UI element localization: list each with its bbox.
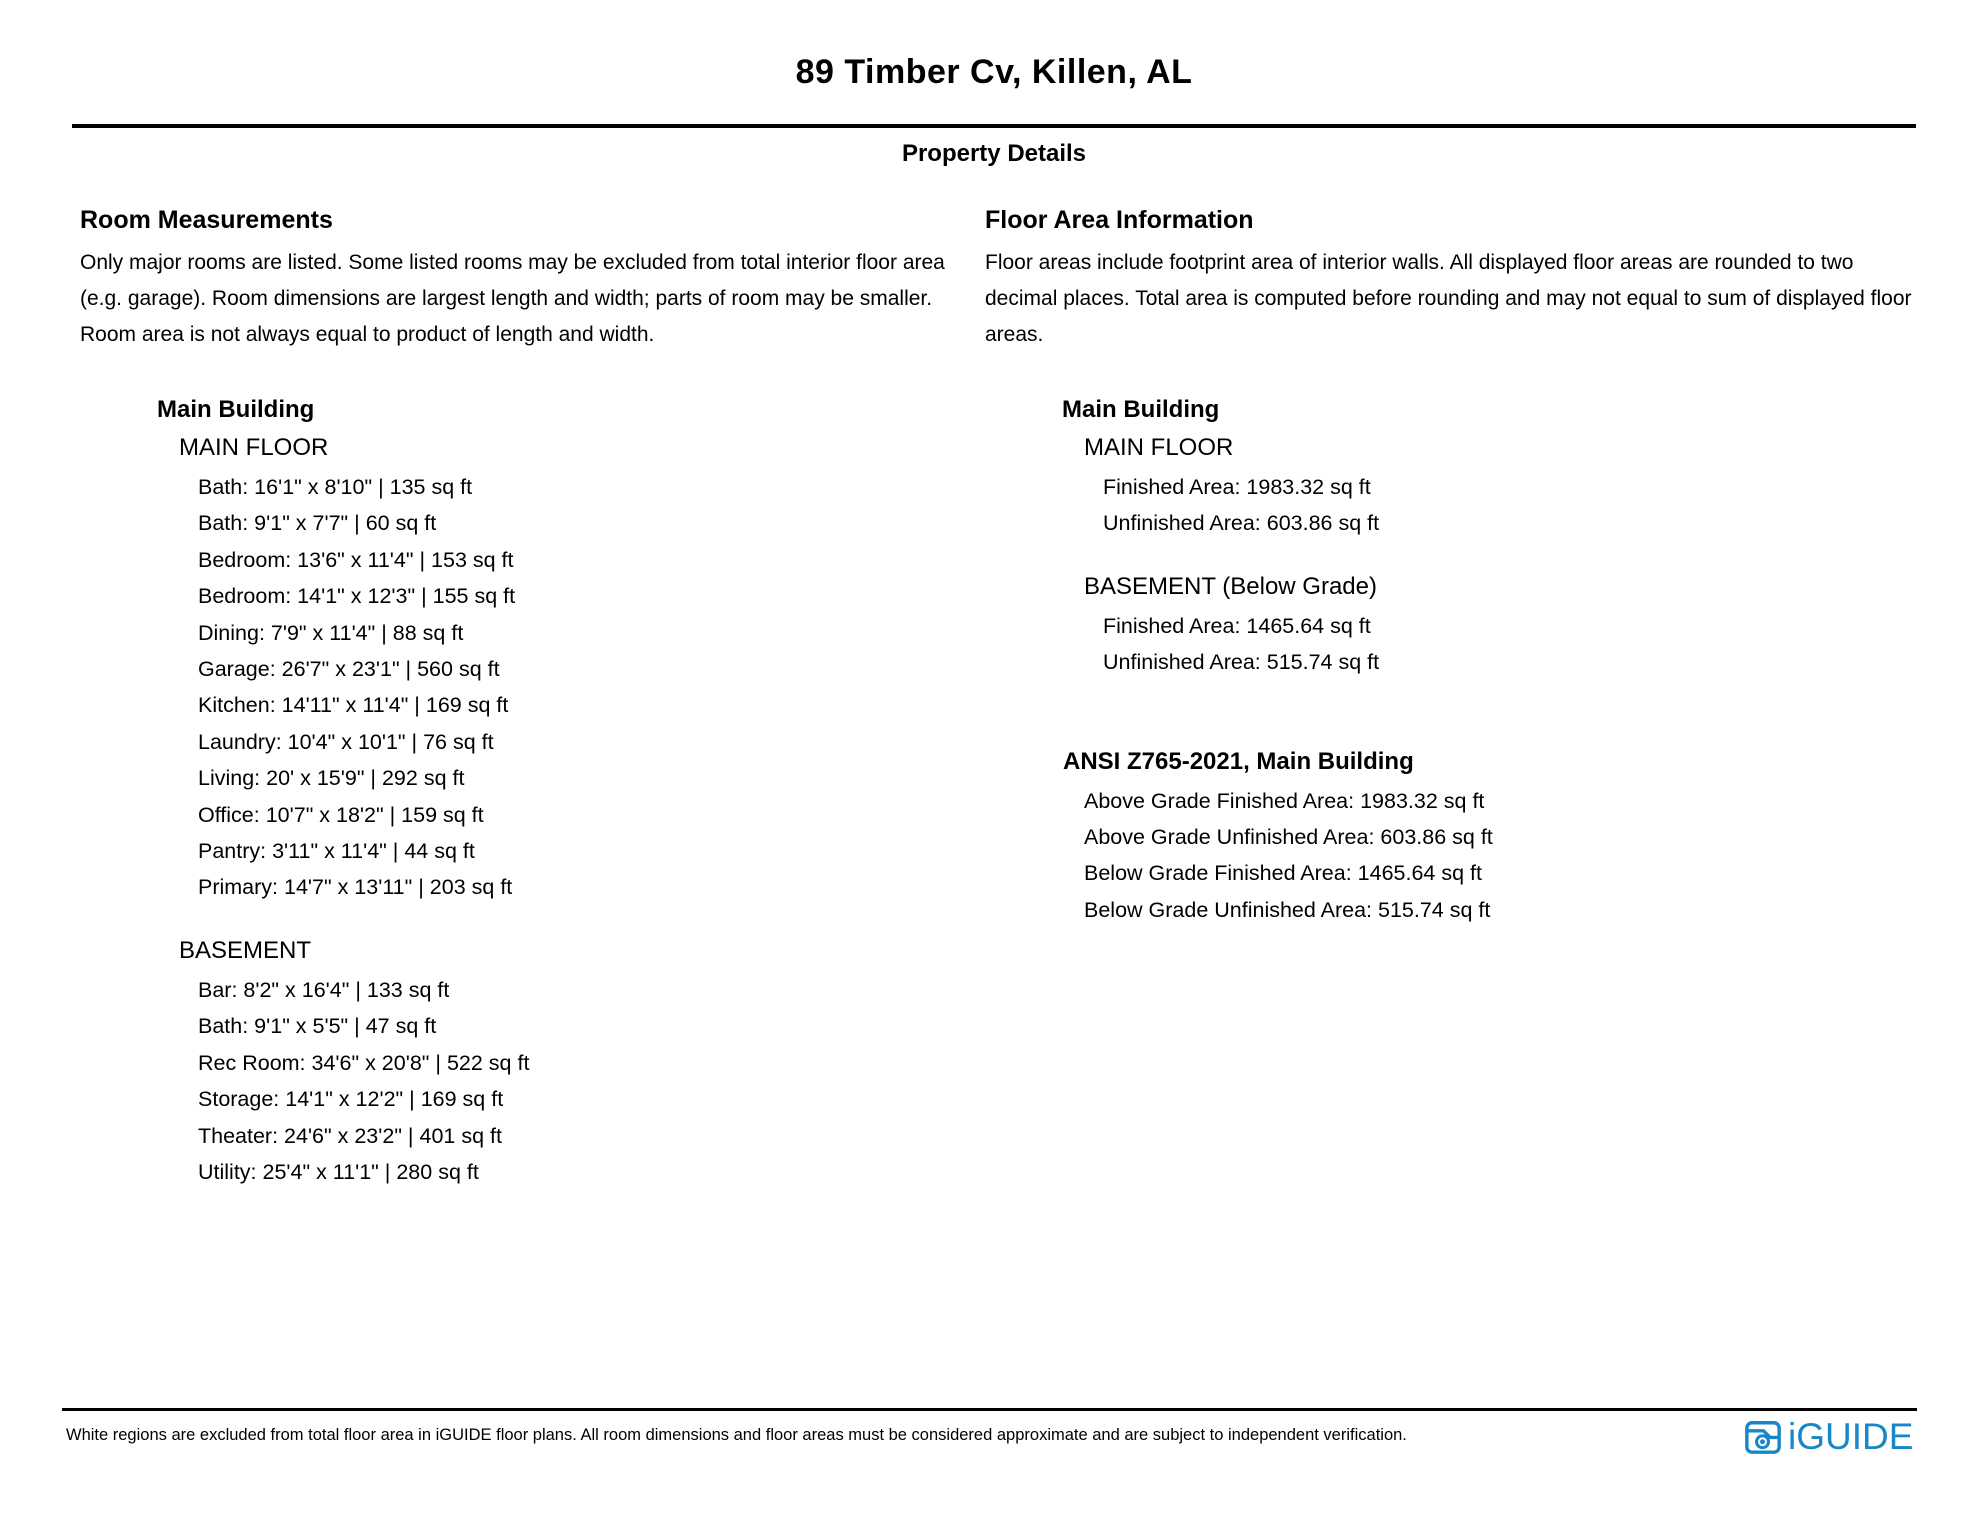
floor-area-item: Unfinished Area: 603.86 sq ft bbox=[1103, 511, 1380, 536]
room-measurement-item: Primary: 14'7" x 13'11" | 203 sq ft bbox=[198, 875, 513, 900]
room-measurement-item: Bedroom: 13'6" x 11'4" | 153 sq ft bbox=[198, 547, 514, 572]
ansi-area-list bbox=[985, 783, 1920, 929]
room-measurement-item: Garage: 26'7" x 23'1" | 560 sq ft bbox=[198, 657, 500, 682]
title-divider bbox=[72, 124, 1916, 128]
room-measurement-item: Rec Room: 34'6" x 20'8" | 522 sq ft bbox=[198, 1050, 530, 1075]
room-measurement-item: Utility: 25'4" x 11'1" | 280 sq ft bbox=[198, 1159, 479, 1184]
building-name-left: Main Building bbox=[157, 396, 315, 423]
ansi-area-item: Below Grade Finished Area: 1465.64 sq ft bbox=[1084, 861, 1482, 886]
iguide-logo bbox=[1744, 1417, 1913, 1457]
room-measurement-item: Laundry: 10'4" x 10'1" | 76 sq ft bbox=[198, 729, 494, 754]
basement-measurements-block bbox=[80, 936, 980, 1190]
room-measurement-item: Dining: 7'9" x 11'4" | 88 sq ft bbox=[198, 620, 464, 645]
room-measurements-description: Only major rooms are listed. Some listed rooms may be excluded from total interior floor area (e.g. garage). Room dimensions are largest length and width; parts of room may be smaller. Room area is not always equal to product of length and width. bbox=[80, 251, 945, 346]
floor-name-main-floor-area: MAIN FLOOR bbox=[1084, 434, 1234, 461]
floor-area-information-heading: Floor Area Information bbox=[985, 206, 1254, 234]
main-floor-area-block bbox=[985, 433, 1920, 542]
floor-area-item: Finished Area: 1465.64 sq ft bbox=[1103, 613, 1371, 638]
room-measurement-item: Bath: 9'1" x 5'5" | 47 sq ft bbox=[198, 1014, 437, 1039]
floor-name-basement-area: BASEMENT (Below Grade) bbox=[1084, 572, 1377, 600]
main-floor-area-list bbox=[985, 469, 1920, 542]
main-floor-measurements-block bbox=[80, 433, 980, 906]
room-measurement-item: Living: 20' x 15'9" | 292 sq ft bbox=[198, 766, 465, 791]
floor-name-basement: BASEMENT bbox=[179, 936, 312, 964]
page-subtitle: Property Details bbox=[901, 140, 1087, 167]
room-measurement-item: Bar: 8'2" x 16'4" | 133 sq ft bbox=[198, 977, 450, 1002]
floor-area-item: Unfinished Area: 515.74 sq ft bbox=[1103, 650, 1380, 675]
ansi-block bbox=[985, 747, 1920, 929]
iguide-logo-text: iGUIDE bbox=[1788, 1416, 1914, 1457]
floor-area-information-description: Floor areas include footprint area of interior walls. All displayed floor areas are rounded to two decimal places. Total area is computed before rounding and may not equal to sum of displayed floor areas. bbox=[985, 251, 1912, 346]
room-measurement-item: Bedroom: 14'1" x 12'3" | 155 sq ft bbox=[198, 584, 516, 609]
basement-area-list bbox=[985, 608, 1920, 681]
main-floor-room-list bbox=[80, 469, 980, 906]
room-measurements-heading: Room Measurements bbox=[80, 206, 333, 234]
ansi-area-item: Below Grade Unfinished Area: 515.74 sq ft bbox=[1084, 897, 1491, 922]
basement-room-list bbox=[80, 972, 980, 1190]
floor-name-main-floor: MAIN FLOOR bbox=[179, 434, 329, 461]
footer-divider bbox=[62, 1408, 1917, 1411]
footer-disclaimer: White regions are excluded from total floor area in iGUIDE floor plans. All room dimensions and floor areas must be considered approximate and are subject to independent verification. bbox=[66, 1426, 1407, 1444]
floor-area-item: Finished Area: 1983.32 sq ft bbox=[1103, 475, 1371, 499]
room-measurements-section bbox=[80, 205, 980, 1190]
room-measurement-item: Office: 10'7" x 18'2" | 159 sq ft bbox=[198, 802, 484, 827]
ansi-area-item: Above Grade Unfinished Area: 603.86 sq ft bbox=[1084, 825, 1493, 850]
room-measurement-item: Storage: 14'1" x 12'2" | 169 sq ft bbox=[198, 1087, 504, 1112]
room-measurement-item: Bath: 16'1" x 8'10" | 135 sq ft bbox=[198, 475, 473, 499]
building-name-right: Main Building bbox=[1062, 396, 1220, 423]
page-title: 89 Timber Cv, Killen, AL bbox=[795, 53, 1193, 91]
room-measurement-item: Theater: 24'6" x 23'2" | 401 sq ft bbox=[198, 1123, 502, 1148]
basement-area-block bbox=[985, 572, 1920, 681]
room-measurement-item: Bath: 9'1" x 7'7" | 60 sq ft bbox=[198, 511, 437, 536]
iguide-camera-icon bbox=[1744, 1418, 1782, 1456]
floor-area-information-section bbox=[985, 205, 1920, 928]
ansi-heading: ANSI Z765-2021, Main Building bbox=[1063, 747, 1414, 775]
room-measurement-item: Kitchen: 14'11" x 11'4" | 169 sq ft bbox=[198, 693, 509, 718]
ansi-area-item: Above Grade Finished Area: 1983.32 sq ft bbox=[1084, 788, 1485, 813]
room-measurement-item: Pantry: 3'11" x 11'4" | 44 sq ft bbox=[198, 839, 475, 864]
